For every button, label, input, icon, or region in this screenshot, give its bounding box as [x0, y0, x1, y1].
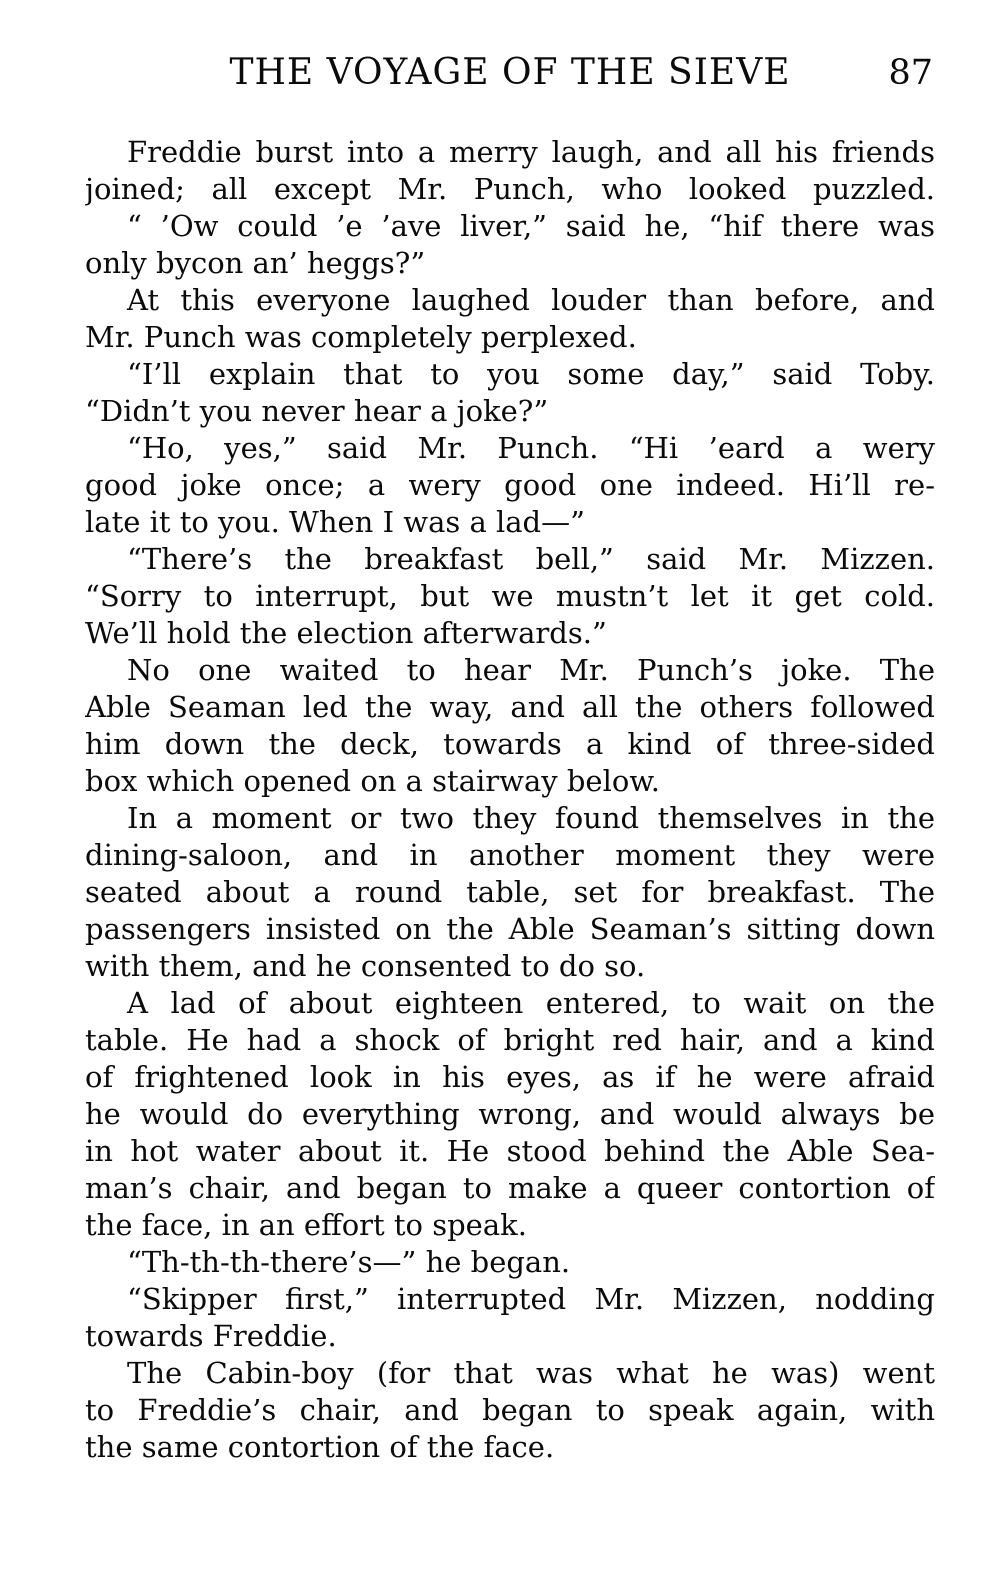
text-line: with them, and he consented to do so.	[85, 949, 646, 983]
text-line: At this everyone laughed louder than before, and	[127, 283, 935, 317]
book-page	[85, 0, 935, 1466]
paragraph	[85, 652, 935, 800]
text-line: “ ’Ow could ’e ’ave liver,” said he, “hif there was	[127, 209, 935, 243]
paragraph	[85, 541, 935, 652]
text-line: towards Freddie.	[85, 1319, 337, 1353]
text-line: late it to you. When I was a lad—”	[85, 505, 585, 539]
text-line: dining-saloon, and in another moment they were	[85, 838, 935, 872]
paragraph	[85, 134, 935, 208]
paragraph	[85, 282, 935, 356]
text-line: good joke once; a wery good one indeed. Hi’ll re-	[85, 468, 935, 502]
paragraph	[85, 1244, 935, 1281]
text-line: the same contortion of the face.	[85, 1430, 555, 1464]
text-line: box which opened on a stairway below.	[85, 764, 660, 798]
page-number: 87	[888, 53, 933, 93]
text-line: “There’s the breakfast bell,” said Mr. Mizzen.	[127, 542, 935, 576]
paragraph	[85, 1355, 935, 1466]
paragraph	[85, 208, 935, 282]
paragraph	[85, 356, 935, 430]
paragraph	[85, 430, 935, 541]
text-line: “Didn’t you never hear a joke?”	[85, 394, 549, 428]
text-line: “Skipper first,” interrupted Mr. Mizzen, nodding	[127, 1282, 935, 1316]
text-line: of frightened look in his eyes, as if he were afraid	[85, 1060, 935, 1094]
page-header	[85, 50, 935, 96]
text-line: seated about a round table, set for breakfast. The	[85, 875, 935, 909]
text-line: man’s chair, and began to make a queer contortion of	[85, 1171, 935, 1205]
text-line: joined; all except Mr. Punch, who looked puzzled.	[85, 172, 935, 206]
text-line: “Ho, yes,” said Mr. Punch. “Hi ’eard a wery	[127, 431, 935, 465]
text-line: The Cabin-boy (for that was what he was) went	[127, 1356, 935, 1390]
text-line: “I’ll explain that to you some day,” said Toby.	[127, 357, 935, 391]
text-line: the face, in an effort to speak.	[85, 1208, 527, 1242]
text-line: We’ll hold the election afterwards.”	[85, 616, 607, 650]
paragraph	[85, 1281, 935, 1355]
text-line: Freddie burst into a merry laugh, and all his friends	[127, 135, 935, 169]
running-title: THE VOYAGE OF THE SIEVE	[229, 52, 791, 93]
paragraph	[85, 985, 935, 1244]
text-line: No one waited to hear Mr. Punch’s joke. The	[127, 653, 935, 687]
paragraph	[85, 800, 935, 985]
text-line: Mr. Punch was completely perplexed.	[85, 320, 637, 354]
text-line: in hot water about it. He stood behind the Able Sea-	[85, 1134, 935, 1168]
text-line: him down the deck, towards a kind of three-sided	[85, 727, 935, 761]
page-text	[85, 134, 935, 1466]
text-line: table. He had a shock of bright red hair, and a kind	[85, 1023, 935, 1057]
text-line: he would do everything wrong, and would always be	[85, 1097, 935, 1131]
text-line: Able Seaman led the way, and all the others followed	[85, 690, 935, 724]
text-line: A lad of about eighteen entered, to wait on the	[127, 986, 935, 1020]
text-line: “Th-th-th-there’s—” he began.	[127, 1245, 571, 1279]
text-line: “Sorry to interrupt, but we mustn’t let it get cold.	[85, 579, 935, 613]
text-line: to Freddie’s chair, and began to speak again, with	[85, 1393, 935, 1427]
text-line: In a moment or two they found themselves in the	[127, 801, 935, 835]
text-line: passengers insisted on the Able Seaman’s sitting down	[85, 912, 935, 946]
text-line: only bycon an’ heggs?”	[85, 246, 426, 280]
